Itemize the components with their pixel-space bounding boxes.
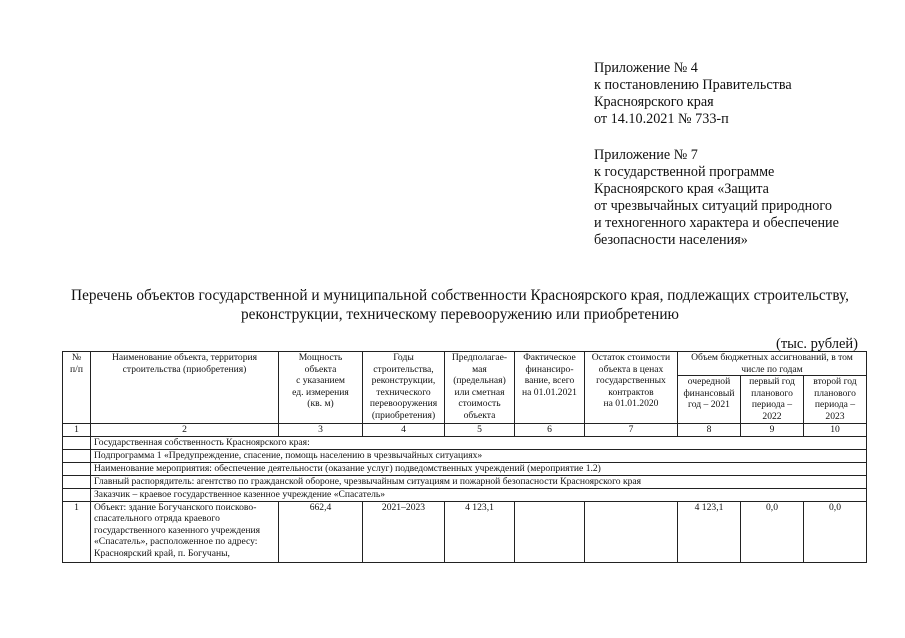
col-number: 2 [91,423,279,436]
col-number: 10 [804,423,867,436]
appendix-7-block [594,147,839,249]
capacity-cell: 662,4 [279,501,363,562]
appendix-line: безопасности населения» [594,232,748,248]
budget-2021-cell: 4 123,1 [678,501,741,562]
document-title [40,286,880,324]
span-row-text: Главный распорядитель: агентство по гражданской обороне, чрезвычайным ситуациям и пожарной безопасности Красноярского края [91,475,867,488]
years-cell: 2021–2023 [363,501,445,562]
appendix-line: от чрезвычайных ситуаций природного [594,198,832,214]
object-name: Объект: здание Богучанского поисково- спасательного отряда краевого государственного казенного учреждения «Спасатель», расположенное по адресу: Красноярский край, п. Богучаны, [91,501,279,562]
span-row [63,475,867,488]
header-budget: Объем бюджетных ассигнований, в том числе по годам [678,352,867,376]
header-col-2: Наименование объекта, территория строительства (приобретения) [91,352,279,424]
header-col-9: первый год планового периода – 2022 [741,376,804,423]
row-number: 1 [63,501,91,562]
column-number-row [63,423,867,436]
appendix-line: Красноярского края «Защита [594,181,769,197]
span-row [63,436,867,449]
span-row-text: Наименование мероприятия: обеспечение деятельности (оказание услуг) подведомственных учреждений (мероприятие 1.2) [91,462,867,475]
col-number: 5 [445,423,515,436]
header-col-7: Остаток стоимости объекта в ценах государственных контрактов на 01.01.2020 [585,352,678,424]
header-col-4: Годы строительства, реконструкции, технического перевооружения (приобретения) [363,352,445,424]
header-col-6: Фактическое финансиро- вание, всего на 01.01.2021 [515,352,585,424]
remainder-cell [585,501,678,562]
header-row [63,352,867,376]
span-row-text: Заказчик – краевое государственное казенное учреждение «Спасатель» [91,488,867,501]
title-line: Перечень объектов государственной и муниципальной собственности Красноярского края, подлежащих строительству, [71,287,849,304]
header-col-3: Мощность объекта с указанием ед. измерения (кв. м) [279,352,363,424]
appendix-line: Красноярского края [594,94,714,110]
appendix-line: Приложение № 7 [594,147,698,163]
header-col-10: второй год планового периода – 2023 [804,376,867,423]
span-row-text: Государственная собственность Красноярского края: [91,436,867,449]
span-row [63,462,867,475]
span-row [63,449,867,462]
col-number: 7 [585,423,678,436]
table-row [63,501,867,562]
actual-funding-cell [515,501,585,562]
appendix-line: к постановлению Правительства [594,77,792,93]
span-row [63,488,867,501]
budget-2022-cell: 0,0 [741,501,804,562]
col-number: 8 [678,423,741,436]
appendix-line: Приложение № 4 [594,60,698,76]
appendix-4-block [594,60,792,128]
header-col-8: очередной финансовый год – 2021 [678,376,741,423]
header-col-1: № п/п [63,352,91,424]
appendix-line: к государственной программе [594,164,775,180]
col-number: 1 [63,423,91,436]
cost-cell: 4 123,1 [445,501,515,562]
col-number: 9 [741,423,804,436]
col-number: 6 [515,423,585,436]
objects-table [62,351,867,563]
col-number: 3 [279,423,363,436]
header-col-5: Предполагае- мая (предельная) или сметная стоимость объекта [445,352,515,424]
appendix-line: от 14.10.2021 № 733-п [594,111,729,127]
title-line: реконструкции, техническому перевооружению или приобретению [241,306,679,323]
span-row-text: Подпрограмма 1 «Предупреждение, спасение, помощь населению в чрезвычайных ситуациях» [91,449,867,462]
units-label: (тыс. рублей) [776,336,858,352]
appendix-line: и техногенного характера и обеспечение [594,215,839,231]
col-number: 4 [363,423,445,436]
budget-2023-cell: 0,0 [804,501,867,562]
